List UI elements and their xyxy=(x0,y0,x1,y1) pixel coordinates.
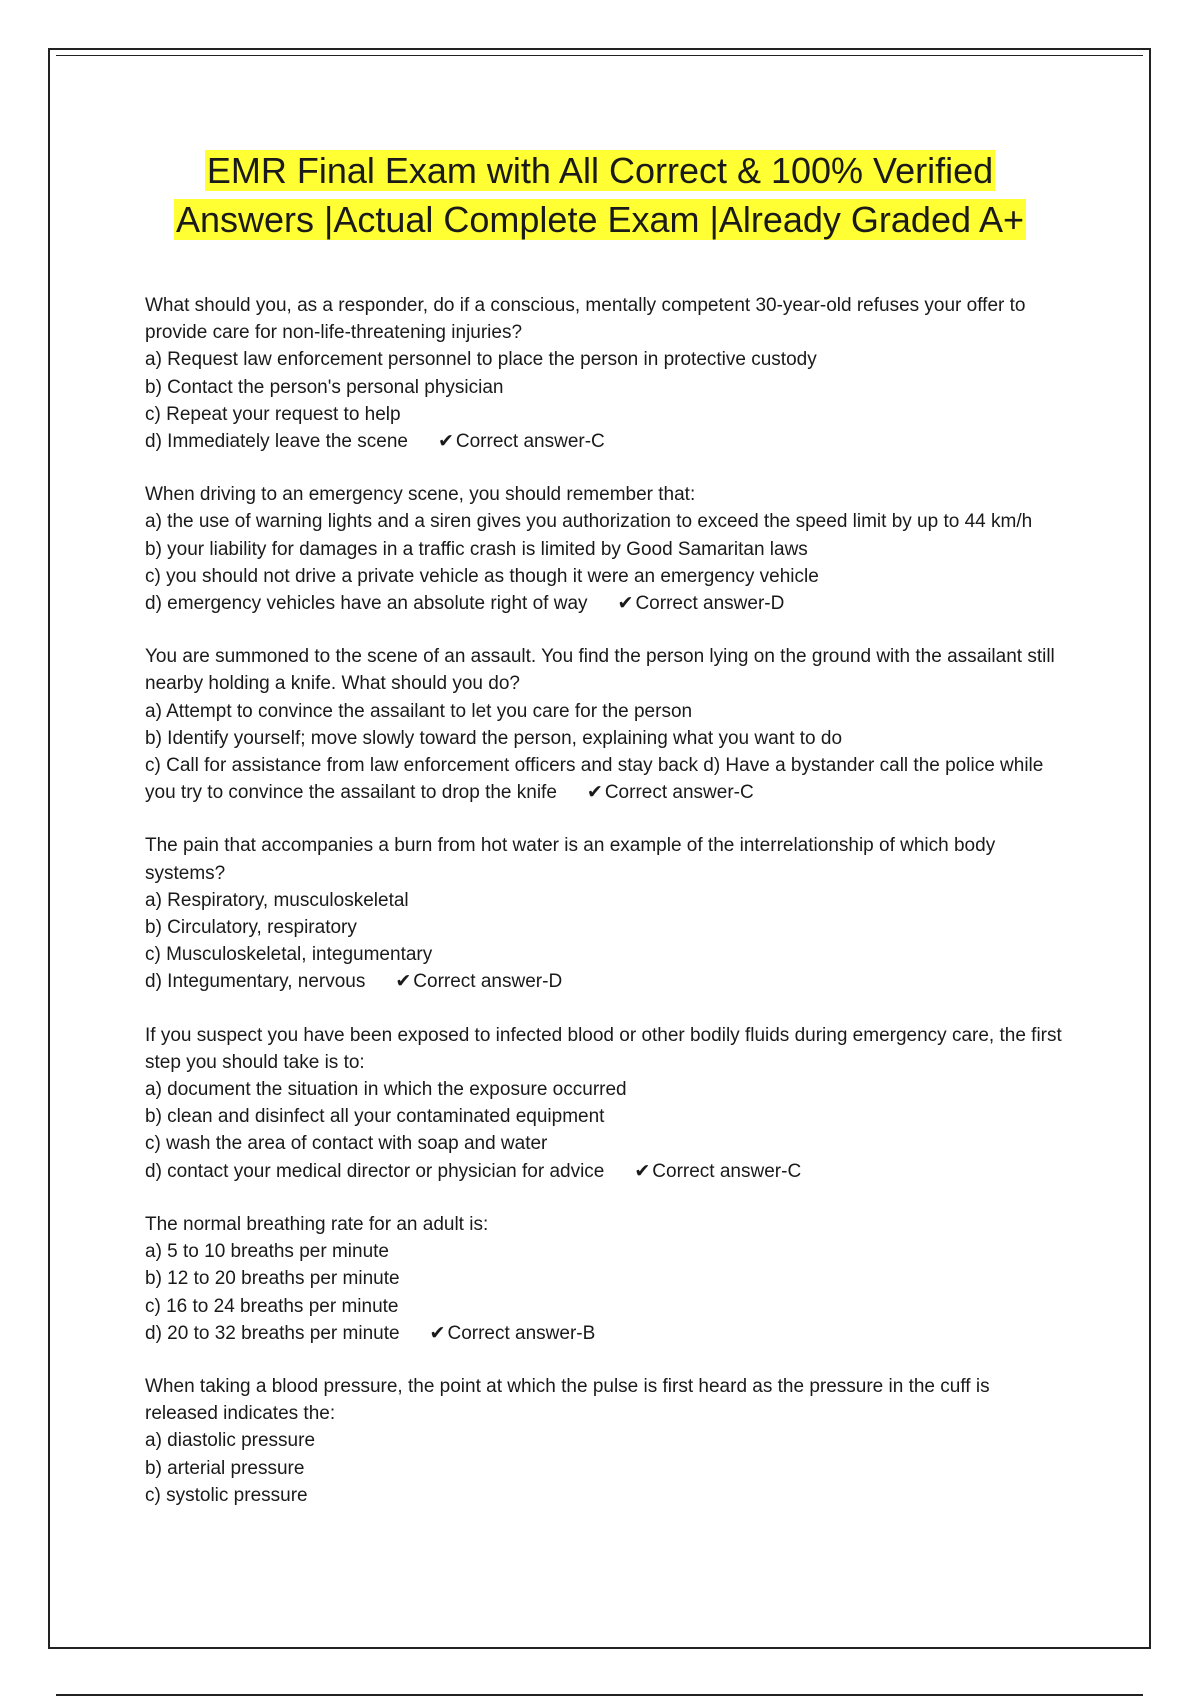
answer-text: Correct answer-C xyxy=(604,782,754,804)
option-d: d) emergency vehicles have an absolute right of way xyxy=(145,593,588,615)
option-d-with-answer xyxy=(145,428,1065,455)
option-c: c) 16 to 24 breaths per minute xyxy=(145,1295,399,1317)
question-7 xyxy=(145,1373,1065,1509)
option-a: a) Attempt to convince the assailant to let you care for the person xyxy=(145,700,693,722)
option-b: b) Identify yourself; move slowly toward the person, explaining what you want to do xyxy=(145,727,843,749)
question-text: When taking a blood pressure, the point at which the pulse is first heard as the pressure in the cuff is released indicates the: xyxy=(145,1375,990,1425)
question-6 xyxy=(145,1211,1065,1347)
correct-answer xyxy=(618,593,785,614)
option-d-with-answer xyxy=(145,968,1065,995)
option-d-with-answer xyxy=(145,590,1065,617)
title-line-2: Answers |Actual Complete Exam |Already Graded A+ xyxy=(175,199,1025,240)
question-2 xyxy=(145,481,1065,617)
option-a: a) document the situation in which the exposure occurred xyxy=(145,1079,627,1101)
correct-answer xyxy=(395,971,562,992)
question-text: When driving to an emergency scene, you should remember that: xyxy=(145,484,696,506)
title-line-1: EMR Final Exam with All Correct & 100% Verified xyxy=(206,150,994,191)
correct-answer xyxy=(587,782,754,803)
answer-text: Correct answer-D xyxy=(635,593,785,615)
option-b: b) clean and disinfect all your contaminated equipment xyxy=(145,1106,605,1128)
option-d: d) 20 to 32 breaths per minute xyxy=(145,1322,400,1344)
option-d: d) contact your medical director or physician for advice xyxy=(145,1160,605,1182)
question-text: You are summoned to the scene of an assault. You find the person lying on the ground with the assailant still nearby holding a knife. What should you do? xyxy=(145,646,1055,695)
question-1 xyxy=(145,292,1065,455)
check-icon: ✔ xyxy=(617,593,634,615)
option-c-with-answer xyxy=(145,752,1065,806)
option-b: b) arterial pressure xyxy=(145,1457,305,1479)
check-icon: ✔ xyxy=(429,1322,446,1344)
check-icon: ✔ xyxy=(586,782,603,804)
question-4 xyxy=(145,832,1065,995)
correct-answer xyxy=(634,1161,801,1182)
option-c: c) Musculoskeletal, integumentary xyxy=(145,944,433,966)
option-d-with-answer xyxy=(145,1158,1065,1185)
question-text: The pain that accompanies a burn from hot water is an example of the interrelationship of which body systems? xyxy=(145,835,996,884)
page-bottom-rule xyxy=(56,1694,1143,1696)
check-icon: ✔ xyxy=(437,431,454,453)
answer-text: Correct answer-C xyxy=(652,1160,802,1182)
option-c: c) wash the area of contact with soap and water xyxy=(145,1133,548,1155)
answer-text: Correct answer-C xyxy=(455,431,605,453)
option-a: a) 5 to 10 breaths per minute xyxy=(145,1241,389,1263)
page-top-rule xyxy=(56,55,1143,56)
option-c: c) systolic pressure xyxy=(145,1484,308,1506)
option-a: a) the use of warning lights and a siren gives you authorization to exceed the speed limit by up to 44 km/h xyxy=(145,511,1033,533)
answer-text: Correct answer-D xyxy=(413,971,563,993)
question-5 xyxy=(145,1022,1065,1185)
option-b: b) Circulatory, respiratory xyxy=(145,917,357,939)
option-a: a) Request law enforcement personnel to place the person in protective custody xyxy=(145,349,817,371)
option-b: b) your liability for damages in a traffic crash is limited by Good Samaritan laws xyxy=(145,538,808,560)
check-icon: ✔ xyxy=(395,971,412,993)
question-text: The normal breathing rate for an adult is: xyxy=(145,1213,489,1235)
correct-answer xyxy=(438,431,605,452)
option-b: b) 12 to 20 breaths per minute xyxy=(145,1268,400,1290)
option-a: a) Respiratory, musculoskeletal xyxy=(145,889,409,911)
document-title xyxy=(100,146,1100,244)
question-3 xyxy=(145,643,1065,806)
option-c: c) you should not drive a private vehicle as though it were an emergency vehicle xyxy=(145,565,819,587)
option-a: a) diastolic pressure xyxy=(145,1430,316,1452)
question-text: What should you, as a responder, do if a conscious, mentally competent 30-year-old refuses your offer to provide care for non-life-threatening injuries? xyxy=(145,295,1026,344)
option-d: d) Integumentary, nervous xyxy=(145,971,366,993)
option-d: d) Immediately leave the scene xyxy=(145,431,408,453)
question-text: If you suspect you have been exposed to infected blood or other bodily fluids during emergency care, the first step you should take is to: xyxy=(145,1024,1062,1073)
option-c: c) Repeat your request to help xyxy=(145,403,401,425)
correct-answer xyxy=(430,1323,596,1344)
option-d-with-answer xyxy=(145,1320,1065,1347)
answer-text: Correct answer-B xyxy=(447,1322,596,1344)
check-icon: ✔ xyxy=(634,1160,651,1182)
option-c-d: c) Call for assistance from law enforcement officers and stay back d) Have a bystander call the police while you try to convince the assailant to drop the knife xyxy=(145,755,1044,804)
option-b: b) Contact the person's personal physician xyxy=(145,376,504,398)
questions-list xyxy=(145,292,1065,1535)
